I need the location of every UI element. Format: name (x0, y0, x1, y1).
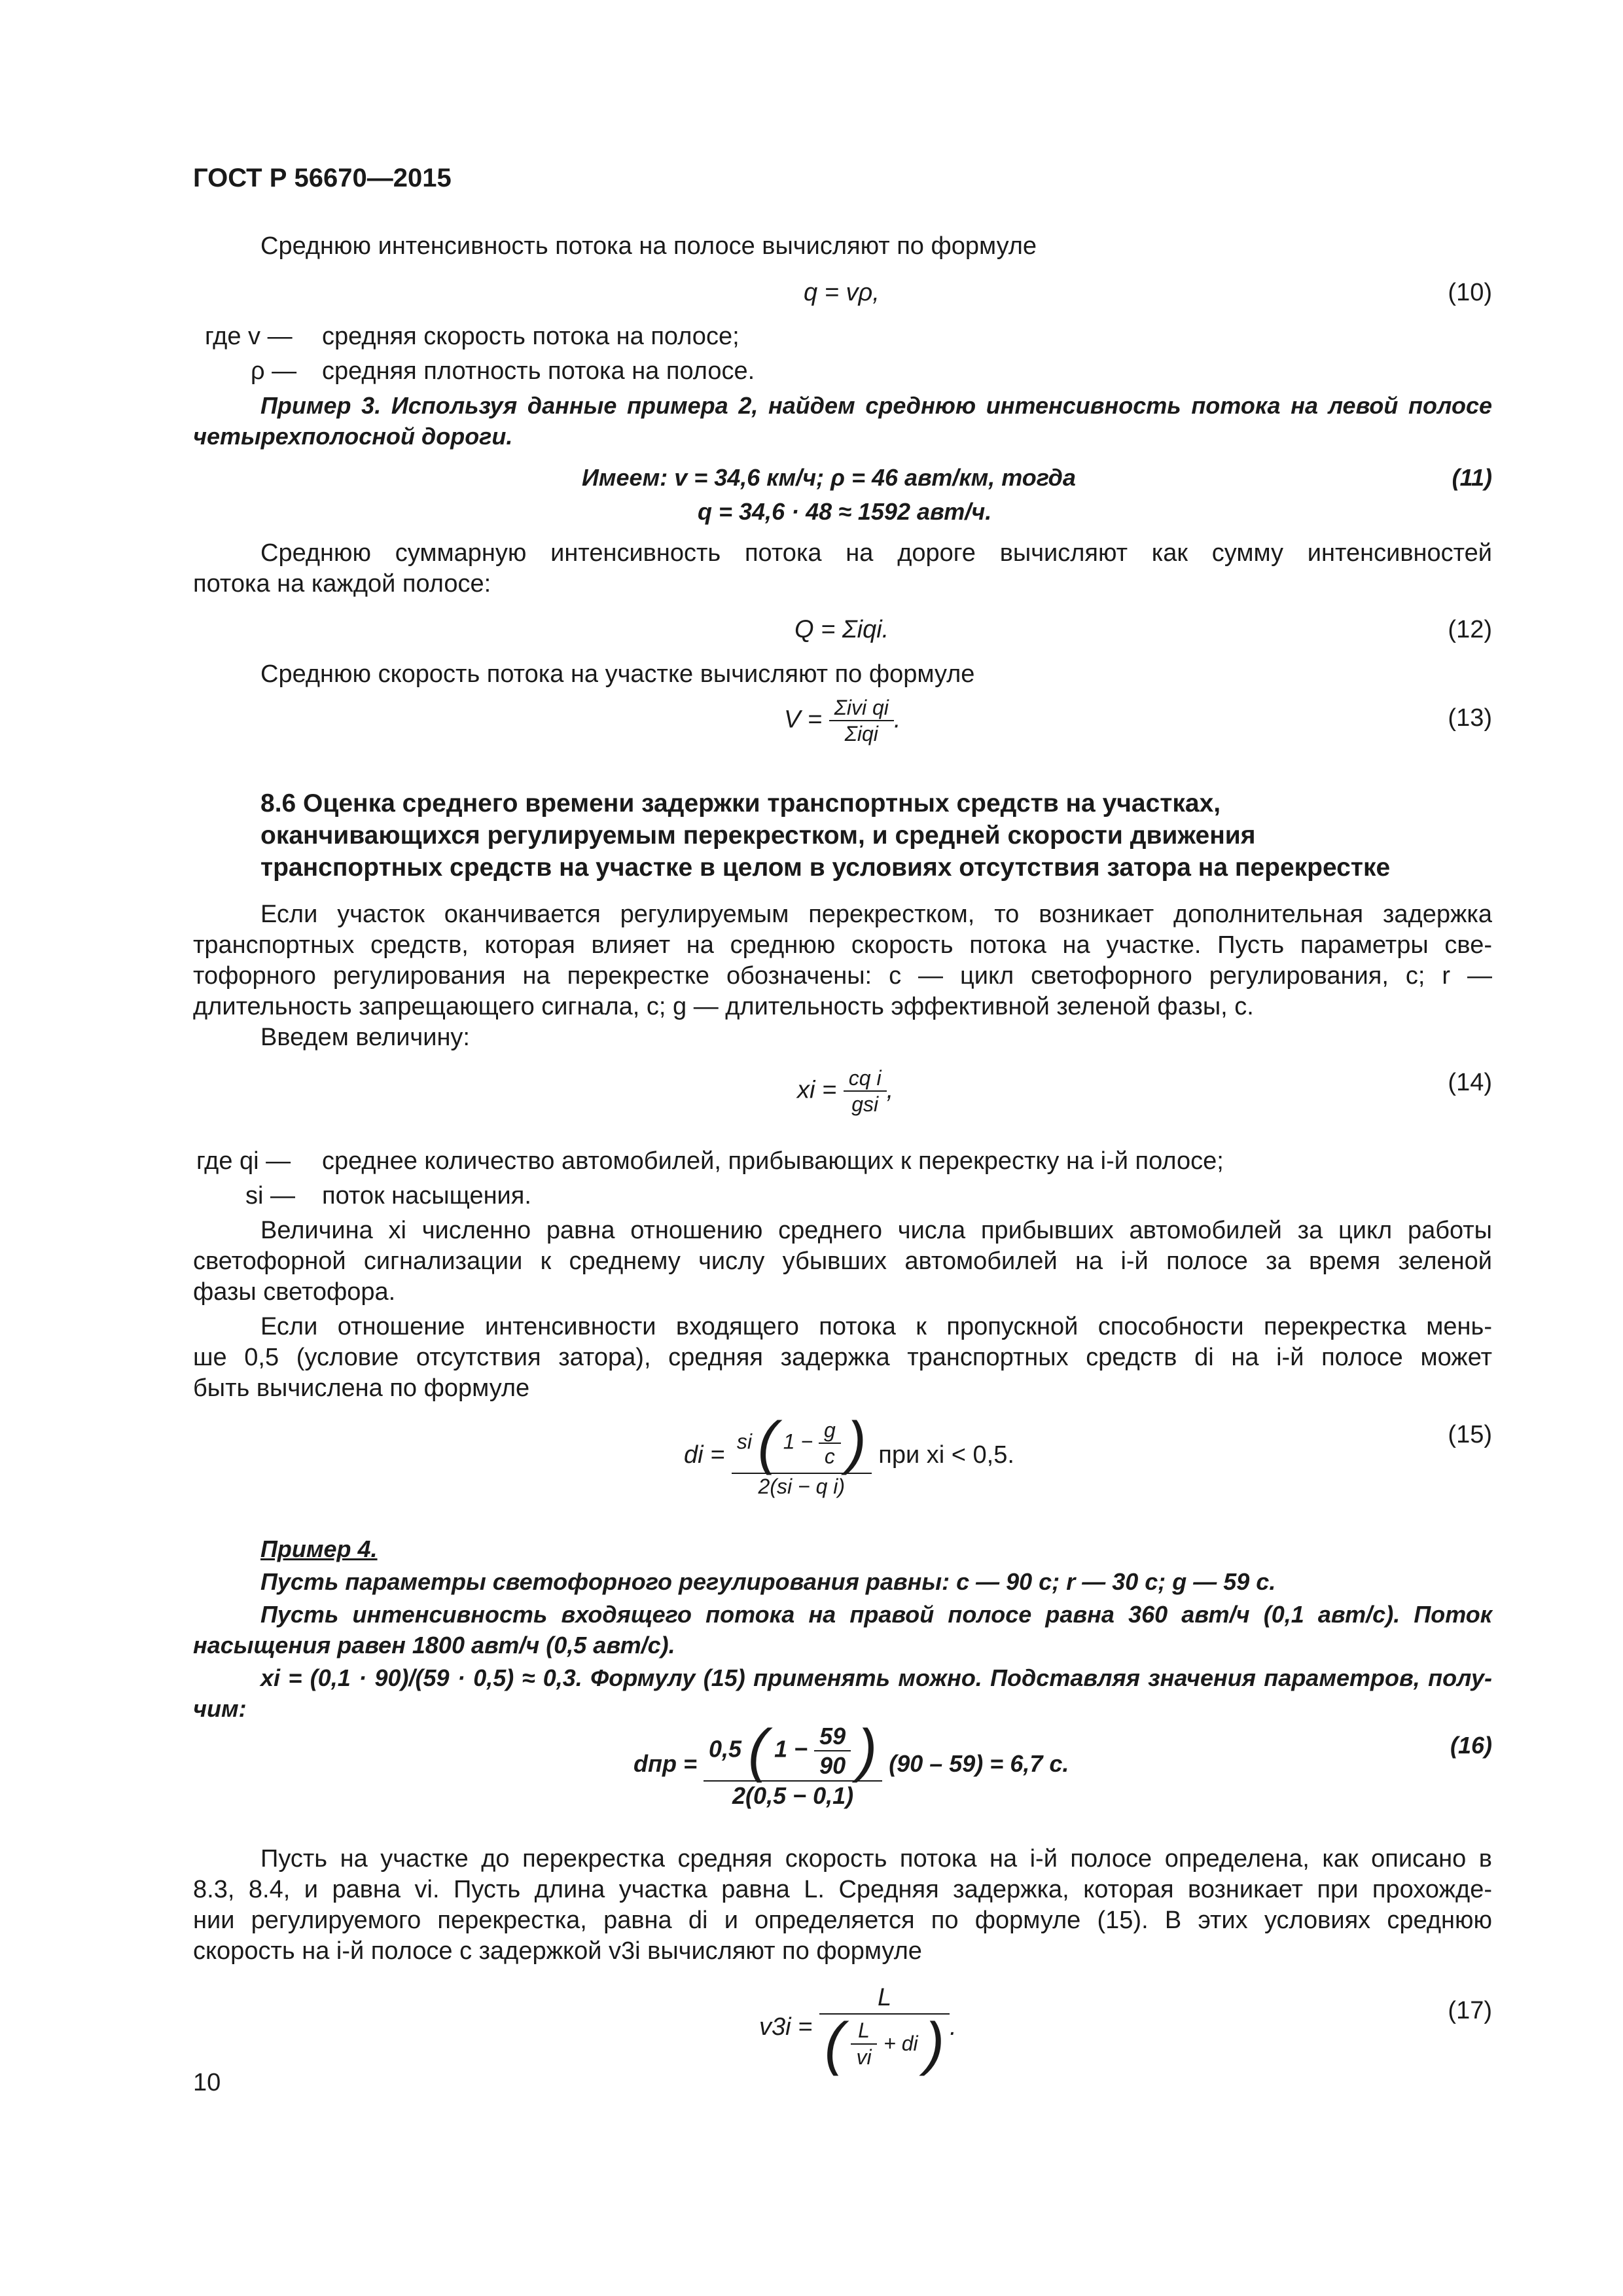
formula-15-denominator: 2(si − q i) (758, 1475, 846, 1498)
formula-17-denominator (819, 2011, 950, 2077)
left-paren: ( (824, 2011, 844, 2077)
right-paren: ) (857, 1718, 878, 1784)
formula-17 (759, 1983, 957, 2077)
formula-13-tail: . (893, 706, 901, 734)
formula-13 (784, 695, 901, 747)
document-header: ГОСТ Р 56670—2015 (193, 164, 452, 192)
formula-17-inner-numerator: L (851, 2018, 876, 2044)
equation-number-13: (13) (1448, 704, 1492, 732)
formula-15-numerator (732, 1410, 872, 1476)
equation-number-16: (16) (1450, 1732, 1492, 1759)
formula-16-denominator: 2(0,5 − 0,1) (732, 1782, 854, 1809)
formula-13-numerator: Σivi qi (829, 695, 894, 721)
example-3-line-2: четырехполосной дороги. (193, 423, 513, 450)
definition-key-rho: ρ — (251, 357, 297, 385)
formula-16-fraction (704, 1718, 882, 1810)
definition-text-v: средняя скорость потока на полосе; (322, 323, 740, 350)
equation-number-10: (10) (1448, 279, 1492, 306)
example-3-line-1: Пример 3. Используя данные примера 2, найдем среднюю интенсивность потока на левой полосе (260, 392, 1492, 419)
example-4-line-1: Пусть параметры светофорного регулирования равны: c — 90 с; r — 30 с; g — 59 с. (260, 1568, 1276, 1595)
formula-10: q = vρ, (804, 279, 880, 306)
equation-number-14: (14) (1448, 1069, 1492, 1096)
example-4-title: Пример 4. (260, 1535, 378, 1562)
definition-key-v: где v — (205, 323, 293, 350)
formula-15-inner-numerator: g (819, 1418, 841, 1444)
paragraph-x-line-3: фазы светофора. (193, 1278, 396, 1306)
formula-16-numerator (704, 1718, 882, 1784)
formula-16 (633, 1718, 1069, 1810)
formula-16-inner-denominator: 90 (819, 1752, 846, 1779)
formula-14-tail: , (886, 1076, 894, 1104)
right-paren: ) (846, 1410, 866, 1476)
formula-17-numerator: L (819, 1983, 950, 2015)
formula-14 (797, 1066, 893, 1117)
formula-17-inner-fraction (851, 2018, 876, 2070)
formula-14-fraction (844, 1066, 887, 1117)
paragraph-last-line-1: Пусть на участке до перекрестка средняя скорость потока на i-й полосе определена, как описано в (260, 1845, 1492, 1873)
paragraph-sum-line-1: Среднюю суммарную интенсивность потока на дороге вычисляют как сумму интенсивностей (260, 539, 1492, 567)
example-4-line-5: чим: (193, 1695, 247, 1722)
formula-11-line-2: q = 34,6 · 48 ≈ 1592 авт/ч. (698, 498, 992, 525)
paragraph-introduce: Введем величину: (260, 1024, 470, 1051)
formula-15-num-one-minus: 1 − (783, 1429, 813, 1454)
example-4-line-2: Пусть интенсивность входящего потока на правой полосе равна 360 авт/ч (0,1 авт/с). Поток (260, 1601, 1492, 1628)
example-4-line-3: насыщения равен 1800 авт/ч (0,5 авт/с). (193, 1632, 675, 1659)
paragraph-ratio-line-3: быть вычислена по формуле (193, 1374, 530, 1402)
paragraph-86-line-1: Если участок оканчивается регулируемым перекрестком, то возникает дополнительная задержка (260, 901, 1492, 928)
left-paren: ( (757, 1410, 777, 1476)
paragraph-speed-intro: Среднюю скорость потока на участке вычисляют по формуле (260, 660, 975, 688)
paragraph-x-line-1: Величина xi численно равна отношению среднего числа прибывших автомобилей за цикл работы (260, 1217, 1492, 1244)
formula-15-fraction (732, 1410, 872, 1499)
formula-16-lhs: dпр = (633, 1750, 697, 1778)
right-paren: ) (925, 2011, 945, 2077)
paragraph-last-line-4: скорость на i-й полосе с задержкой v3i вычисляют по формуле (193, 1937, 922, 1965)
equation-number-17: (17) (1448, 1997, 1492, 2024)
definition-text-s: поток насыщения. (322, 1182, 531, 1210)
paragraph-x-line-2: светофорной сигнализации к среднему числу убывших автомобилей на i-й полосе за время зеленой (193, 1247, 1492, 1275)
formula-16-inner-fraction (814, 1722, 851, 1780)
section-8-6-title-line-1: 8.6 Оценка среднего времени задержки транспортных средств на участках, (260, 789, 1221, 817)
formula-14-lhs: xi = (797, 1076, 837, 1104)
formula-15 (684, 1410, 1014, 1499)
formula-15-num-s: si (736, 1429, 752, 1454)
formula-13-lhs: V = (784, 706, 823, 734)
left-paren: ( (748, 1718, 768, 1784)
formula-13-fraction (829, 695, 894, 747)
paragraph-ratio-line-1: Если отношение интенсивности входящего потока к пропускной способности перекрестка мень- (260, 1313, 1492, 1340)
formula-15-inner-denominator: c (824, 1444, 835, 1468)
paragraph-sum-line-2: потока на каждой полосе: (193, 570, 491, 598)
paragraph-86-line-2: транспортных средств, которая влияет на среднюю скорость потока на участке. Пусть параметры све- (193, 931, 1492, 959)
paragraph-last-line-3: нии регулируемого перекрестка, равна di и определяется по формуле (15). В этих условиях среднюю (193, 1907, 1492, 1934)
formula-16-inner-numerator: 59 (814, 1722, 851, 1751)
formula-12: Q = Σiqi. (794, 616, 889, 643)
paragraph-86-line-4: длительность запрещающего сигнала, с; g — длительность эффективной зеленой фазы, с. (193, 993, 1254, 1020)
formula-15-lhs: di = (684, 1441, 725, 1469)
equation-number-15: (15) (1448, 1421, 1492, 1448)
formula-17-inner-denominator: vi (856, 2045, 872, 2069)
formula-15-inner-fraction (819, 1418, 841, 1469)
definition-key-s: si — (245, 1182, 295, 1210)
formula-17-tail: . (950, 2013, 957, 2041)
formula-11-line-1: Имеем: v = 34,6 км/ч; ρ = 46 авт/км, тогда (582, 464, 1076, 491)
definition-text-rho: средняя плотность потока на полосе. (322, 357, 755, 385)
paragraph-86-line-3: тофорного регулирования на перекрестке обозначены: c — цикл светофорного регулирования, с; r — (193, 962, 1492, 990)
formula-17-fraction (819, 1983, 950, 2077)
formula-16-num-coef: 0,5 (709, 1735, 742, 1763)
example-4-line-4: xi = (0,1 · 90)/(59 · 0,5) ≈ 0,3. Формулу (15) применять можно. Подставляя значения параметров, полу- (260, 1664, 1492, 1691)
equation-number-11: (11) (1452, 464, 1492, 491)
section-8-6-title-line-3: транспортных средств на участке в целом в условиях отсутствия затора на перекрестке (260, 853, 1391, 882)
paragraph-ratio-line-2: ше 0,5 (условие отсутствия затора), средняя задержка транспортных средств di на i-й полосе может (193, 1344, 1492, 1371)
formula-17-lhs: v3i = (759, 2013, 813, 2041)
section-8-6-title-line-2: оканчивающихся регулируемым перекрестком, и средней скорости движения (260, 821, 1256, 850)
formula-16-num-one-minus: 1 − (774, 1735, 808, 1763)
definition-text-q: среднее количество автомобилей, прибывающих к перекрестку на i-й полосе; (322, 1147, 1224, 1175)
paragraph-last-line-2: 8.3, 8.4, и равна vi. Пусть длина участка равна L. Средняя задержка, которая возникает при прохожде- (193, 1876, 1492, 1903)
formula-15-condition: при xi < 0,5. (878, 1441, 1014, 1469)
paragraph-intensity-intro: Среднюю интенсивность потока на полосе вычисляют по формуле (260, 232, 1037, 260)
page-number: 10 (193, 2069, 221, 2096)
formula-14-denominator: gsi (851, 1092, 879, 1117)
equation-number-12: (12) (1448, 616, 1492, 643)
formula-16-tail: (90 – 59) = 6,7 с. (889, 1750, 1069, 1778)
formula-14-numerator: cq i (844, 1066, 887, 1092)
definition-key-q: где qi — (196, 1147, 291, 1175)
formula-13-denominator: Σiqi (844, 722, 878, 746)
formula-17-inner-tail: + di (883, 2031, 918, 2055)
